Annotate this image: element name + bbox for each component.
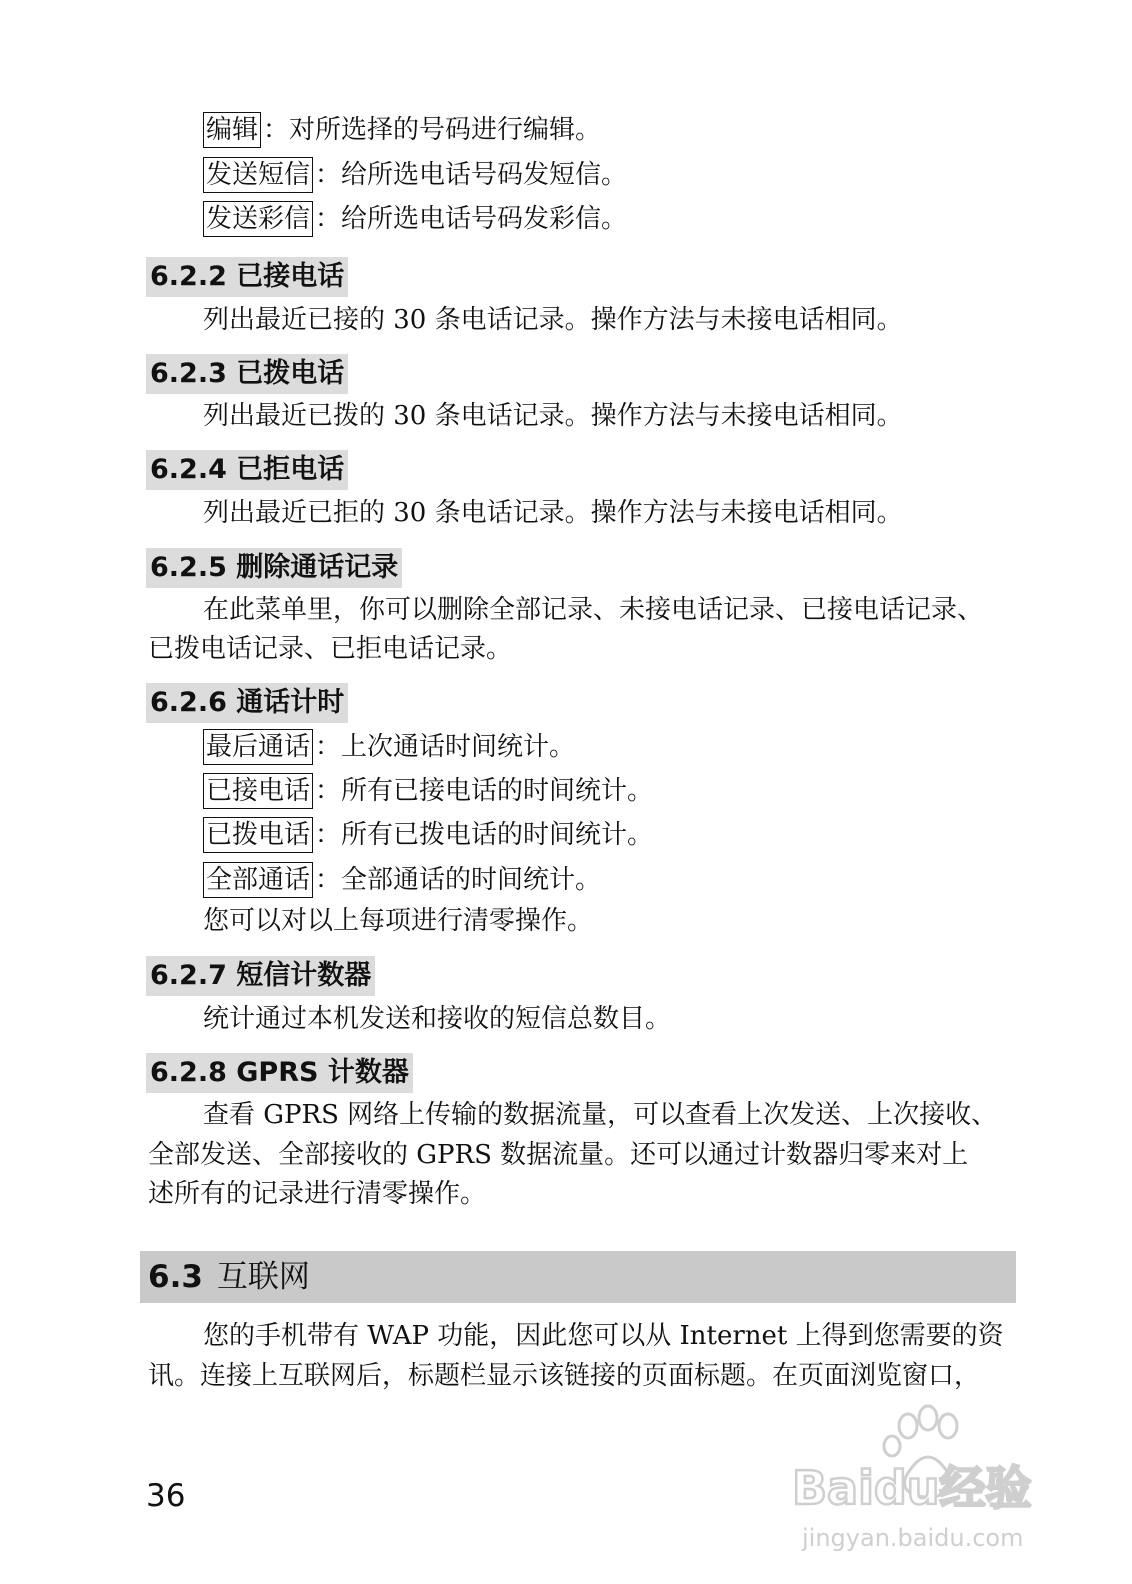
timer-item-last-call — [148, 727, 1073, 767]
watermark-brand: Baidu经验 — [792, 1461, 1032, 1515]
heading-6-2-3: 6.2.3 已拨电话 — [146, 354, 348, 394]
timer-desc: ：上次通话时间统计。 — [315, 732, 576, 762]
timer-item-all — [148, 860, 1073, 900]
option-term: 发送短信 — [203, 157, 313, 193]
paragraph-6-2-5-line-1: 在此菜单里，你可以删除全部记录、未接电话记录、已接电话记录、 — [203, 595, 984, 625]
heading-6-2-6: 6.2.6 通话计时 — [146, 683, 348, 723]
timer-desc: ：所有已接电话的时间统计。 — [315, 776, 654, 806]
timer-desc: ：全部通话的时间统计。 — [315, 865, 602, 895]
timer-item-dialed — [148, 815, 1073, 855]
heading-6-2-8: 6.2.8 GPRS 计数器 — [146, 1053, 413, 1093]
timer-term: 最后通话 — [203, 729, 313, 765]
heading-6-2-2: 6.2.2 已接电话 — [146, 257, 348, 297]
option-send-mms — [148, 199, 1073, 239]
option-desc: ：对所选择的号码进行编辑。 — [263, 115, 602, 145]
section-6-3-bar — [140, 1251, 1016, 1303]
paragraph-6-2-2: 列出最近已接的 30 条电话记录。操作方法与未接电话相同。 — [203, 305, 903, 335]
paragraph-6-3-line-2: 讯。连接上互联网后，标题栏显示该链接的页面标题。在页面浏览窗口， — [148, 1361, 981, 1391]
option-desc: ：给所选电话号码发彩信。 — [315, 204, 628, 234]
option-term: 发送彩信 — [203, 201, 313, 237]
paragraph-6-2-8-line-3: 述所有的记录进行清零操作。 — [148, 1179, 487, 1209]
timer-term: 已拨电话 — [203, 817, 313, 853]
section-number: 6.3 — [148, 1259, 203, 1295]
heading-6-2-5: 6.2.5 删除通话记录 — [146, 548, 402, 588]
paragraph-6-2-8-line-1: 查看 GPRS 网络上传输的数据流量，可以查看上次发送、上次接收、 — [203, 1100, 998, 1130]
paragraph-6-3-line-1: 您的手机带有 WAP 功能，因此您可以从 Internet 上得到您需要的资 — [203, 1321, 1004, 1351]
paragraph-6-2-5-line-2: 已拨电话记录、已拒电话记录。 — [148, 634, 513, 664]
heading-6-2-4: 6.2.4 已拒电话 — [146, 450, 348, 490]
option-send-sms — [148, 155, 1073, 195]
page-number: 36 — [146, 1478, 186, 1514]
section-title: 互联网 — [216, 1259, 310, 1295]
paw-logo-icon — [782, 1398, 1062, 1558]
timer-term: 已接电话 — [203, 773, 313, 809]
paragraph-6-2-7: 统计通过本机发送和接收的短信总数目。 — [203, 1004, 672, 1034]
option-edit — [148, 110, 1073, 150]
heading-6-2-7: 6.2.7 短信计数器 — [146, 956, 375, 996]
timer-desc: ：所有已拨电话的时间统计。 — [315, 820, 654, 850]
timer-term: 全部通话 — [203, 862, 313, 898]
watermark-url: jingyan.baidu.com — [802, 1524, 1024, 1552]
timer-item-received — [148, 771, 1073, 811]
timer-note: 您可以对以上每项进行清零操作。 — [203, 906, 594, 936]
paragraph-6-2-4: 列出最近已拒的 30 条电话记录。操作方法与未接电话相同。 — [203, 498, 903, 528]
baidu-watermark — [782, 1398, 1062, 1558]
paragraph-6-2-3: 列出最近已拨的 30 条电话记录。操作方法与未接电话相同。 — [203, 401, 903, 431]
option-desc: ：给所选电话号码发短信。 — [315, 160, 628, 190]
option-term: 编辑 — [203, 112, 261, 148]
paragraph-6-2-8-line-2: 全部发送、全部接收的 GPRS 数据流量。还可以通过计数器归零来对上 — [148, 1140, 969, 1170]
